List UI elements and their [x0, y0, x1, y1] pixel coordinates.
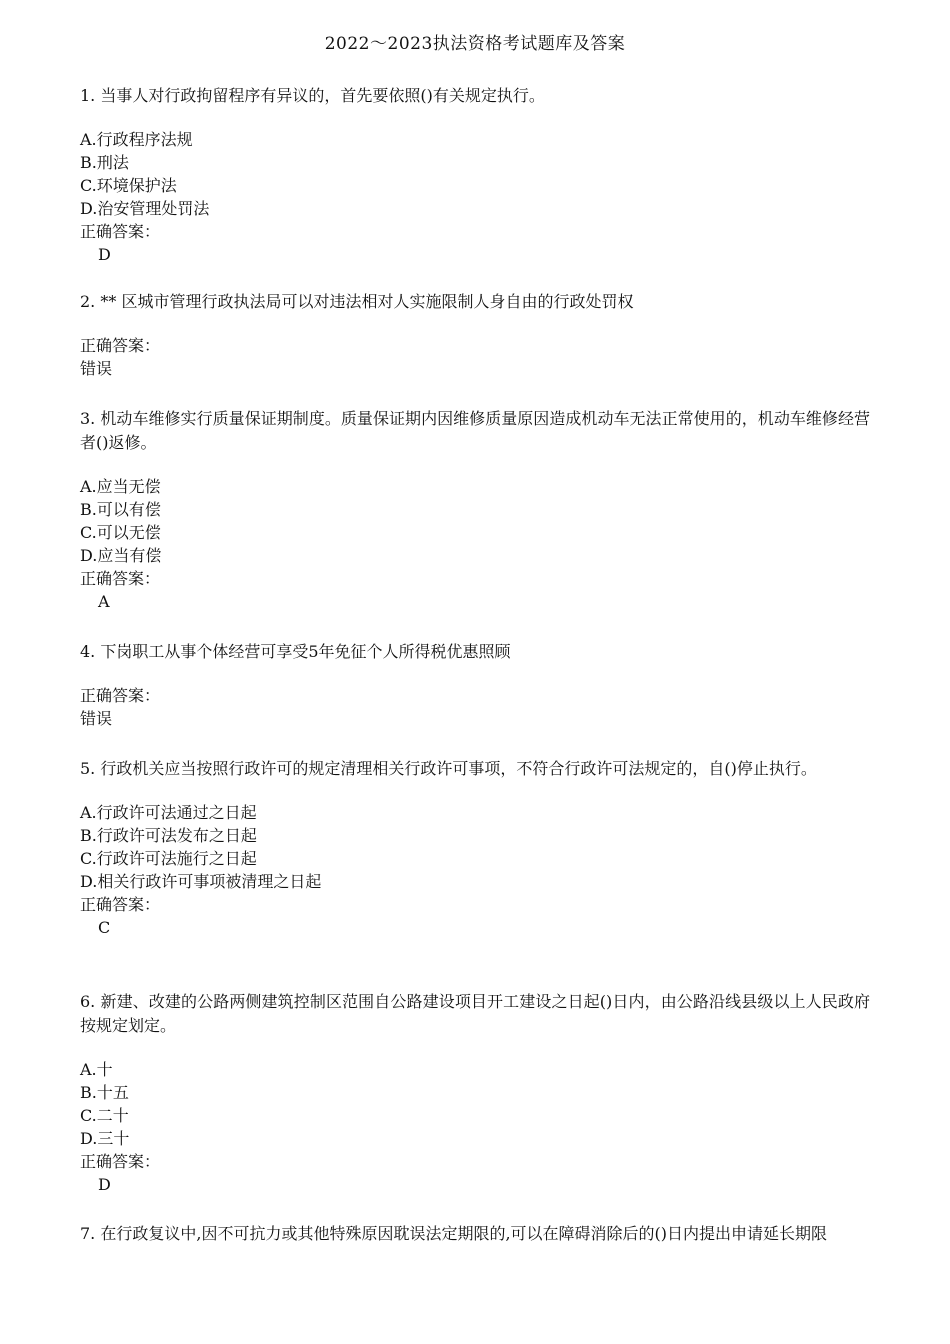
question-1	[80, 84, 870, 266]
question-stem: 4. 下岗职工从事个体经营可享受5年免征个人所得税优惠照顾	[80, 642, 511, 661]
option-d: D.三十	[80, 1129, 130, 1148]
answer-label: 正确答案：	[80, 1152, 161, 1171]
answer-value: D	[98, 1175, 111, 1194]
question-6	[80, 990, 870, 1196]
answer-value: 错误	[80, 709, 113, 728]
option-d: D.治安管理处罚法	[80, 199, 210, 218]
option-b: B.刑法	[80, 153, 129, 172]
question-stem: 7. 在行政复议中,因不可抗力或其他特殊原因耽误法定期限的,可以在障碍消除后的()日内提出申请延长期限	[80, 1224, 828, 1243]
answer-label: 正确答案：	[80, 686, 161, 705]
answer-value: A	[98, 592, 110, 611]
option-b: B.可以有偿	[80, 500, 161, 519]
answer-label: 正确答案：	[80, 895, 161, 914]
answer-block	[80, 334, 870, 380]
question-5	[80, 757, 870, 939]
question-7	[80, 1222, 870, 1246]
option-a: A.行政许可法通过之日起	[80, 803, 257, 822]
options-list	[80, 801, 870, 939]
answer-value: 错误	[80, 359, 113, 378]
option-c: C.二十	[80, 1106, 129, 1125]
question-3	[80, 407, 870, 613]
option-a: A.应当无偿	[80, 477, 161, 496]
option-c: C.环境保护法	[80, 176, 177, 195]
question-4	[80, 640, 870, 730]
answer-label: 正确答案：	[80, 336, 161, 355]
question-2	[80, 290, 870, 380]
question-stem: 3. 机动车维修实行质量保证期制度。质量保证期内因维修质量原因造成机动车无法正常使用的，机动车维修经营者()返修。	[80, 409, 870, 452]
answer-label: 正确答案：	[80, 569, 161, 588]
question-stem: 1. 当事人对行政拘留程序有异议的，首先要依照()有关规定执行。	[80, 86, 545, 105]
answer-block	[80, 684, 870, 730]
question-stem: 2. ** 区城市管理行政执法局可以对违法相对人实施限制人身自由的行政处罚权	[80, 292, 634, 311]
answer-value: C	[98, 918, 111, 937]
answer-value: D	[98, 245, 111, 264]
option-c: C.可以无偿	[80, 523, 161, 542]
document-title: 2022～2023执法资格考试题库及答案	[324, 34, 626, 54]
question-stem: 5. 行政机关应当按照行政许可的规定清理相关行政许可事项，不符合行政许可法规定的，自()停止执行。	[80, 759, 817, 778]
options-list	[80, 128, 870, 266]
question-stem: 6. 新建、改建的公路两侧建筑控制区范围自公路建设项目开工建设之日起()日内，由公路沿线县级以上人民政府按规定划定。	[80, 992, 870, 1035]
option-b: B.十五	[80, 1083, 129, 1102]
options-list	[80, 475, 870, 613]
options-list	[80, 1058, 870, 1196]
option-a: A.行政程序法规	[80, 130, 193, 149]
option-d: D.相关行政许可事项被清理之日起	[80, 872, 322, 891]
option-a: A.十	[80, 1060, 113, 1079]
answer-label: 正确答案：	[80, 222, 161, 241]
option-d: D.应当有偿	[80, 546, 162, 565]
option-b: B.行政许可法发布之日起	[80, 826, 257, 845]
option-c: C.行政许可法施行之日起	[80, 849, 257, 868]
